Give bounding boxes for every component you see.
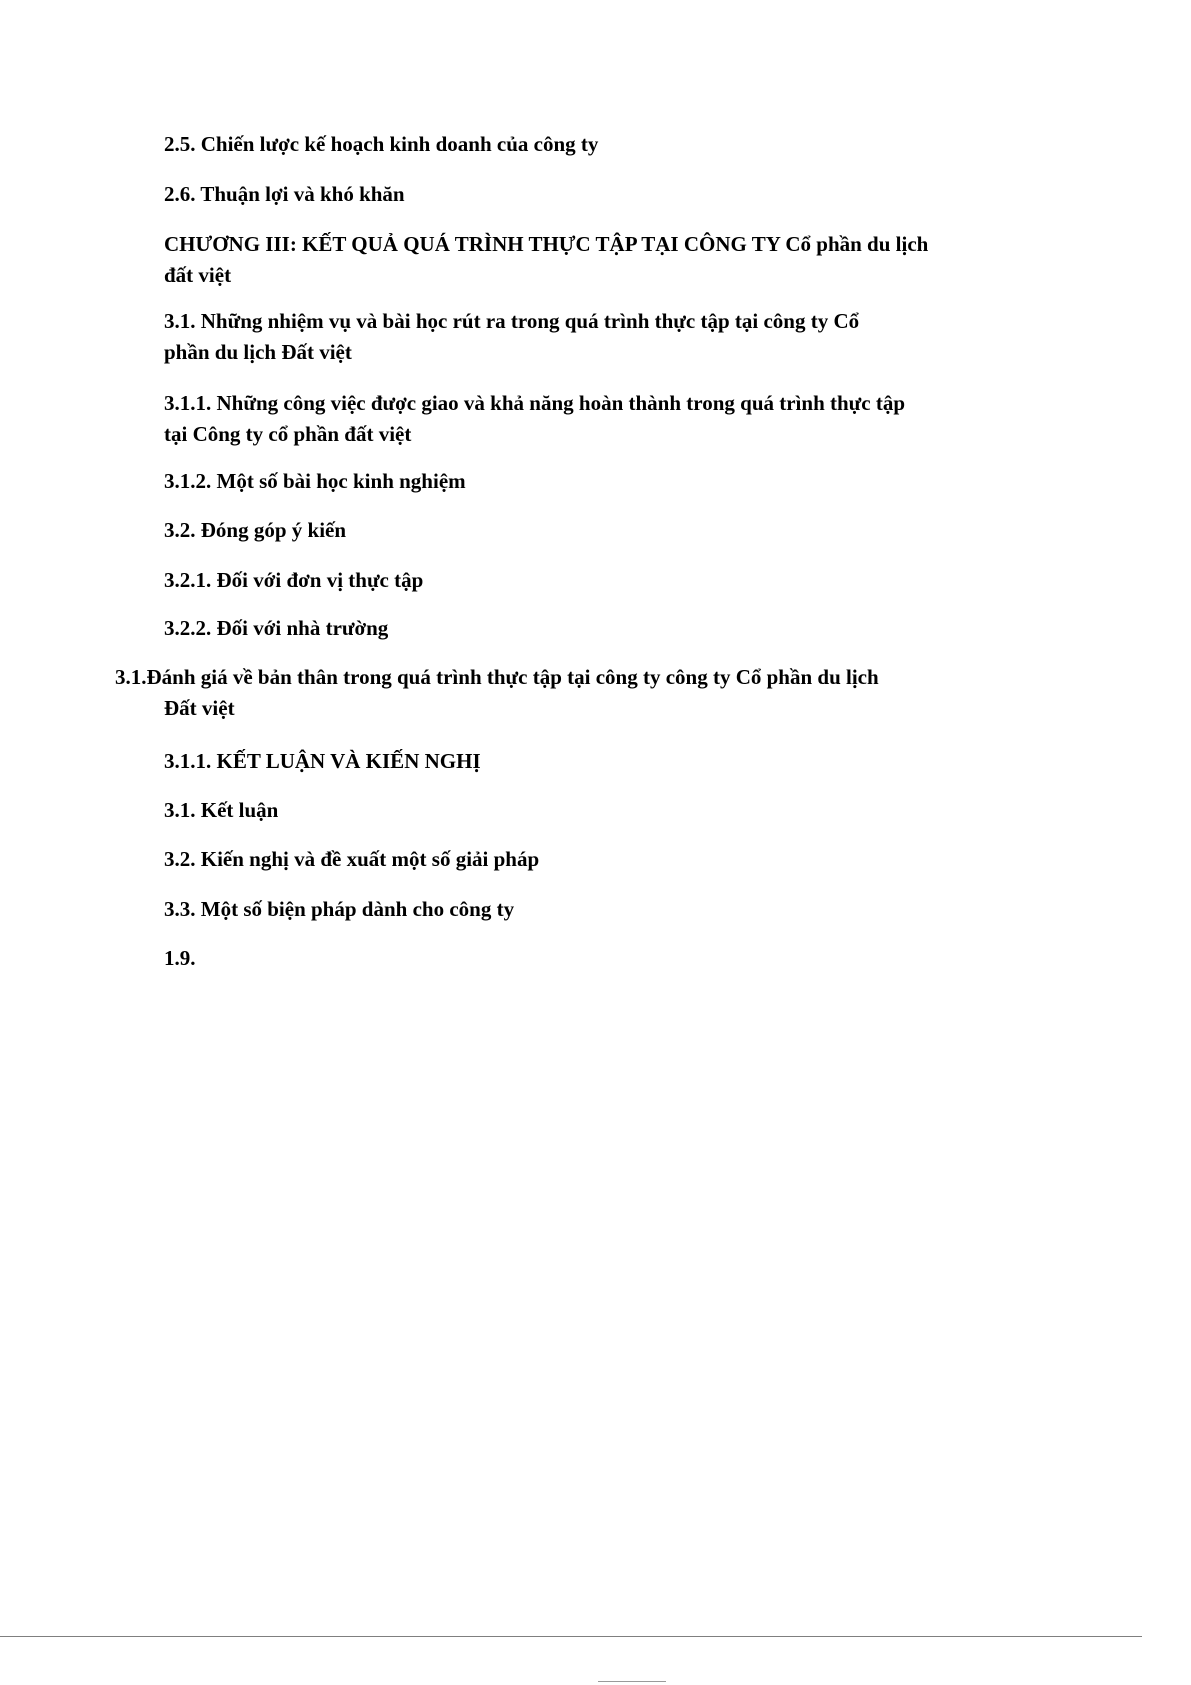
toc-entry-line: 3.1.Đánh giá về bản thân trong quá trình thực tập tại công ty công ty Cổ phần du lịch	[115, 665, 879, 689]
toc-entry-3-1-2	[164, 466, 466, 497]
toc-entry-recommendations	[164, 844, 539, 875]
toc-entry-measures	[164, 894, 514, 925]
toc-entry-3-2	[164, 515, 346, 546]
toc-entry-line: đất việt	[164, 263, 232, 287]
toc-entry-2-6	[164, 179, 405, 210]
toc-entry-line: 3.2. Đóng góp ý kiến	[164, 518, 347, 542]
toc-entry-line: 3.1. Những nhiệm vụ và bài học rút ra trong quá trình thực tập tại công ty Cổ	[164, 309, 860, 333]
toc-entry-line: 3.2.2. Đối với nhà trường	[164, 616, 389, 640]
toc-entry-line: CHƯƠNG III: KẾT QUẢ QUÁ TRÌNH THỰC TẬP TẠI CÔNG TY Cổ phần du lịch	[164, 232, 929, 256]
toc-entry-chapter-3	[164, 229, 928, 291]
toc-entry-line: 1.9.	[164, 946, 196, 970]
toc-entry-3-2-2	[164, 613, 388, 644]
toc-entry-line: 3.3. Một số biện pháp dành cho công ty	[164, 897, 515, 921]
toc-entry-conclusion-heading	[164, 746, 481, 777]
toc-entry-1-9	[164, 943, 196, 974]
toc-entry-line: 2.5. Chiến lược kế hoạch kinh doanh của công ty	[164, 132, 599, 156]
toc-entry-conclusion	[164, 795, 278, 826]
toc-entry-line: 3.1.1. Những công việc được giao và khả năng hoàn thành trong quá trình thực tập	[164, 391, 906, 415]
toc-entry-2-5	[164, 129, 598, 160]
toc-entry-line: 3.1.2. Một số bài học kinh nghiệm	[164, 469, 466, 493]
toc-entry-3-1-1	[164, 388, 905, 450]
toc-entry-3-2-1	[164, 565, 423, 596]
toc-entry-line: phần du lịch Đất việt	[164, 340, 352, 364]
toc-entry-line: Đất việt	[164, 696, 235, 720]
footer-divider	[0, 1636, 1142, 1637]
toc-entry-line: tại Công ty cổ phần đất việt	[164, 422, 412, 446]
toc-entry-line: 3.2. Kiến nghị và đề xuất một số giải pháp	[164, 847, 540, 871]
toc-entry-line: 3.2.1. Đối với đơn vị thực tập	[164, 568, 424, 592]
footer-mark	[598, 1681, 666, 1682]
toc-entry-line: 3.1. Kết luận	[164, 798, 279, 822]
toc-entry-line: 2.6. Thuận lợi và khó khăn	[164, 182, 405, 206]
toc-entry-line: 3.1.1. KẾT LUẬN VÀ KIẾN NGHỊ	[164, 749, 481, 773]
toc-entry-self-assessment	[115, 662, 879, 724]
toc-entry-3-1	[164, 306, 859, 368]
